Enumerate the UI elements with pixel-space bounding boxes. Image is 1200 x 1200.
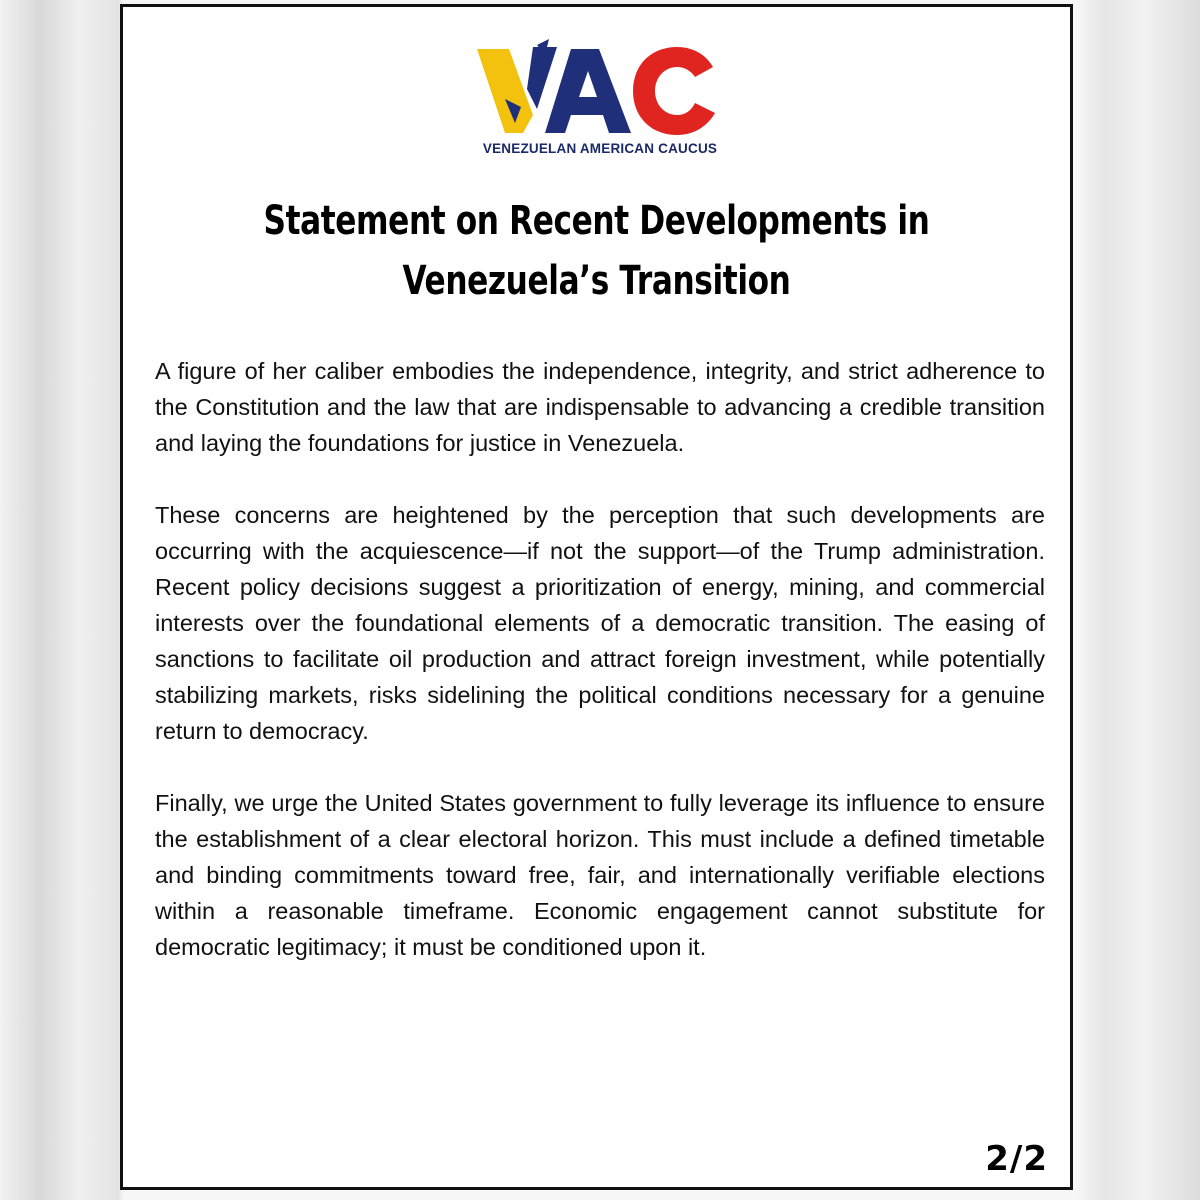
vac-logo bbox=[475, 37, 725, 167]
paragraph-2: These concerns are heightened by the perception that such developments are occurring with the acquiescence—if not the support—of the Trump administration. Recent policy decisions suggest a prioritization of energy, mining, and commercial interests over the foundational elements of a democratic transition. The easing of sanctions to facilitate oil production and attract foreign investment, while potentially stabilizing markets, risks sidelining the political conditions necessary for a genuine return to democracy. bbox=[155, 502, 1045, 744]
page-title: Statement on Recent Developments in Venezuela’s Transition bbox=[263, 198, 930, 304]
statement-card bbox=[120, 4, 1073, 1190]
page-indicator: 2/2 bbox=[985, 1139, 1048, 1179]
vac-logo-mark bbox=[475, 37, 725, 137]
statement-body bbox=[155, 353, 1045, 1001]
paragraph-1: A figure of her caliber embodies the independence, integrity, and strict adherence to the Constitution and the law that are indispensable to advancing a credible transition and laying the foundations for justice in Venezuela. bbox=[155, 358, 1045, 456]
background-right bbox=[1075, 0, 1200, 1200]
paragraph-3: Finally, we urge the United States government to fully leverage its influence to ensure the establishment of a clear electoral horizon. This must include a defined timetable and binding commitments toward free, fair, and internationally verifiable elections within a reasonable timeframe. Economic engagement cannot substitute for democratic legitimacy; it must be conditioned upon it. bbox=[155, 790, 1045, 960]
logo-caption: VENEZUELAN AMERICAN CAUCUS bbox=[482, 141, 718, 156]
